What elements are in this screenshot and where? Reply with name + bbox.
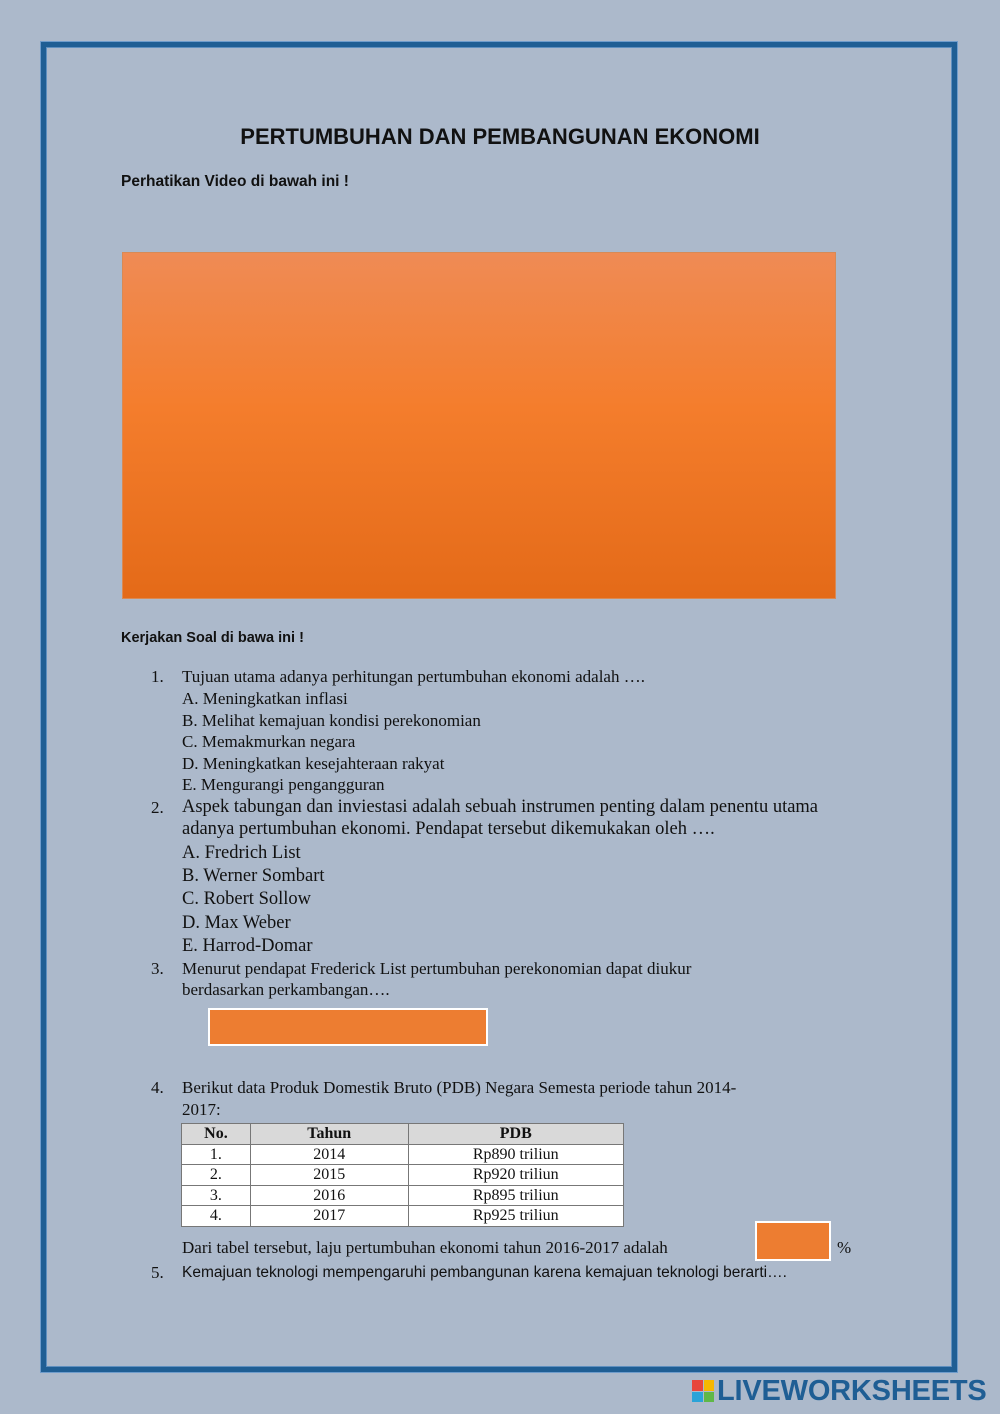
- question-text: Kemajuan teknologi mempengaruhi pembangunan karena kemajuan teknologi berarti….: [182, 1264, 787, 1281]
- option-d[interactable]: D. Max Weber: [182, 912, 291, 933]
- cell-tahun: 2016: [250, 1185, 408, 1206]
- cell-pdb: Rp890 triliun: [408, 1144, 623, 1165]
- cell-no: 2.: [182, 1165, 251, 1186]
- answer-input-3[interactable]: [208, 1008, 488, 1046]
- question-1-options: [182, 688, 481, 796]
- cell-pdb: Rp920 triliun: [408, 1165, 623, 1186]
- table-row: [182, 1165, 624, 1186]
- question-2-options: [182, 842, 325, 958]
- option-c[interactable]: C. Robert Sollow: [182, 889, 311, 910]
- header-no: No.: [182, 1124, 251, 1145]
- question-3-text-line2: berdasarkan perkambangan….: [182, 980, 390, 999]
- page-title: PERTUMBUHAN DAN PEMBANGUNAN EKONOMI: [240, 124, 760, 149]
- question-2-text-line2: adanya pertumbuhan ekonomi. Pendapat tersebut dikemukakan oleh ….: [182, 819, 715, 839]
- header-tahun: Tahun: [250, 1124, 408, 1145]
- header-pdb: PDB: [408, 1124, 623, 1145]
- question-text: Tujuan utama adanya perhitungan pertumbuhan ekonomi adalah ….: [182, 667, 645, 686]
- table-row: [182, 1185, 624, 1206]
- cell-tahun: 2017: [250, 1206, 408, 1227]
- question-text-line1: Menurut pendapat Frederick List pertumbuhan perekonomian dapat diukur: [182, 959, 692, 978]
- cell-no: 4.: [182, 1206, 251, 1227]
- video-player[interactable]: [122, 252, 836, 599]
- answer-input-4[interactable]: [755, 1221, 831, 1261]
- option-d[interactable]: D. Meningkatkan kesejahteraan rakyat: [182, 753, 445, 773]
- table-row: [182, 1144, 624, 1165]
- logo-square: [692, 1392, 703, 1403]
- question-text-line1: Aspek tabungan dan inviestasi adalah sebuah instrumen penting dalam penentu utama: [182, 797, 819, 817]
- logo-mark-icon: [692, 1380, 714, 1402]
- percent-unit: %: [837, 1238, 852, 1257]
- table-row: [182, 1206, 624, 1227]
- logo-text: LIVEWORKSHEETS: [717, 1374, 987, 1407]
- option-c[interactable]: C. Memakmurkan negara: [182, 732, 356, 752]
- table-header-row: [182, 1124, 624, 1145]
- question-4-followup: Dari tabel tersebut, laju pertumbuhan ekonomi tahun 2016-2017 adalah: [182, 1238, 668, 1257]
- option-a[interactable]: A. Meningkatkan inflasi: [182, 689, 348, 708]
- video-instruction: Perhatikan Video di bawah ini !: [121, 173, 349, 190]
- pdb-table: [181, 1123, 624, 1227]
- cell-tahun: 2014: [250, 1144, 408, 1165]
- question-4-text-line2: 2017:: [182, 1100, 221, 1119]
- question-number: 4.: [151, 1078, 164, 1097]
- liveworksheets-logo: [692, 1374, 987, 1408]
- cell-pdb: Rp895 triliun: [408, 1185, 623, 1206]
- questions-instruction: Kerjakan Soal di bawa ini !: [121, 630, 304, 646]
- option-a[interactable]: A. Fredrich List: [182, 843, 301, 863]
- cell-pdb: Rp925 triliun: [408, 1206, 623, 1227]
- question-number: 3.: [151, 959, 164, 978]
- question-number: 2.: [151, 798, 164, 817]
- option-b[interactable]: B. Melihat kemajuan kondisi perekonomian: [182, 710, 481, 730]
- logo-square: [692, 1380, 703, 1391]
- cell-tahun: 2015: [250, 1165, 408, 1186]
- question-text-line1: Berikut data Produk Domestik Bruto (PDB) Negara Semesta periode tahun 2014-: [182, 1078, 737, 1097]
- question-number: 1.: [151, 667, 164, 686]
- cell-no: 3.: [182, 1185, 251, 1206]
- question-number: 5.: [151, 1263, 164, 1282]
- logo-square: [704, 1380, 715, 1391]
- option-e[interactable]: E. Mengurangi pengangguran: [182, 775, 385, 795]
- cell-no: 1.: [182, 1144, 251, 1165]
- option-e[interactable]: E. Harrod-Domar: [182, 935, 313, 956]
- logo-square: [704, 1392, 715, 1403]
- option-b[interactable]: B. Werner Sombart: [182, 866, 325, 887]
